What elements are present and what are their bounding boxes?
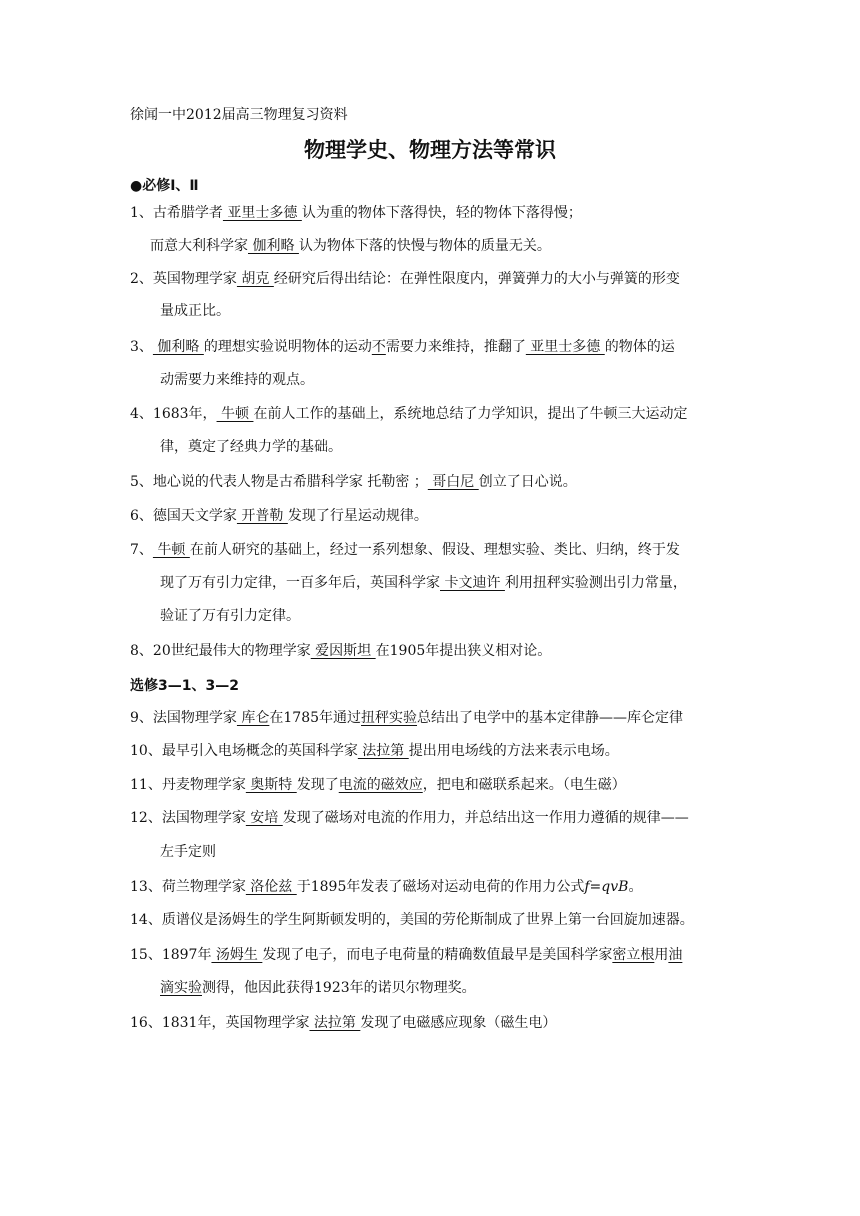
text: 发现了磁场对电流的作用力，并总结出这一作用力遵循的规律—— — [282, 810, 689, 826]
answer: 密立根 — [612, 947, 655, 963]
item-15-cont — [160, 978, 476, 998]
text: 在1785年通过 — [269, 710, 362, 726]
item-15 — [130, 945, 682, 965]
formula: f=qvB — [584, 879, 629, 895]
text: 认为重的物体下落得快，轻的物体下落得慢； — [301, 205, 582, 221]
answer: 库仑 — [236, 710, 270, 726]
text: 8、20世纪最伟大的物理学家 — [130, 643, 311, 659]
text: 在前人研究的基础上，经过一系列想象、假设、理想实验、类比、归纳，终于发 — [189, 542, 680, 558]
text: 11、丹麦物理学家 — [130, 777, 246, 793]
answer: 安培 — [245, 810, 283, 826]
answer: 牛顿 — [216, 406, 254, 422]
text: 15、1897年 — [130, 947, 212, 963]
answer: 洛伦兹 — [245, 879, 297, 895]
text: 9、法国物理学家 — [130, 710, 237, 726]
text: 在1905年提出狭义相对论。 — [375, 643, 552, 659]
answer: 哥白尼 — [427, 474, 479, 490]
text: 13、荷兰物理学家 — [130, 879, 246, 895]
answer: 伽利略 — [248, 238, 299, 254]
text: 总结出了电学中的基本定律静——库仑定律 — [417, 710, 684, 726]
answer: 爱因斯坦 — [310, 643, 376, 659]
answer: 亚里士多德 — [525, 339, 605, 355]
answer: 扭秤实验 — [361, 710, 418, 726]
item-10 — [130, 741, 619, 761]
text: 发现了电磁感应现象（磁生电） — [360, 1015, 557, 1031]
text: 的理想实验说明物体的运动 — [203, 339, 372, 355]
item-1 — [130, 203, 582, 223]
answer: 牛顿 — [152, 542, 190, 558]
answer: 开普勒 — [236, 508, 288, 524]
item-9 — [130, 708, 683, 728]
item-11 — [130, 775, 626, 795]
answer: 法拉第 — [357, 743, 409, 759]
text: 发现了行星运动规律。 — [287, 508, 428, 524]
answer: 胡克 — [236, 271, 274, 287]
document-header: 徐闻一中2012届高三物理复习资料 — [130, 107, 348, 123]
text: 测得，他因此获得1923年的诺贝尔物理奖。 — [202, 980, 476, 996]
item-13 — [130, 877, 642, 897]
text: 7、 — [130, 542, 153, 558]
answer: 伽利略 — [152, 339, 204, 355]
text: 创立了日心说。 — [478, 474, 577, 490]
text: 在前人工作的基础上，系统地总结了力学知识，提出了牛顿三大运动定 — [253, 406, 688, 422]
text: 5、地心说的代表人物是古希腊科学家 托勒密 ； — [130, 474, 428, 490]
answer: 电流的磁效应 — [338, 777, 423, 793]
item-6 — [130, 506, 428, 526]
text: 1、古希腊学者 — [130, 205, 223, 221]
item-12-cont: 左手定则 — [160, 844, 216, 860]
item-16 — [130, 1013, 556, 1033]
item-3 — [130, 337, 675, 357]
item-1-cont — [150, 236, 551, 256]
text: 需要力来维持，推翻了 — [385, 339, 526, 355]
text: 的物体的运 — [604, 339, 675, 355]
text: 而意大利科学家 — [150, 238, 248, 254]
text: 提出用电场线的方法来表示电场。 — [408, 743, 619, 759]
text: 于1895年发表了磁场对运动电荷的作用力公式 — [296, 879, 585, 895]
item-7-cont2: 验证了万有引力定律。 — [160, 608, 300, 624]
text: 认为物体下落的快慢与物体的质量无关。 — [298, 238, 551, 254]
text: 发现了 — [296, 777, 339, 793]
answer: 油 — [668, 947, 683, 963]
text: 3、 — [130, 339, 153, 355]
text: 用 — [654, 947, 669, 963]
item-12 — [130, 808, 689, 828]
item-2 — [130, 269, 680, 289]
text: 16、1831年，英国物理学家 — [130, 1015, 310, 1031]
text: ，把电和磁联系起来。（电生磁） — [422, 777, 626, 793]
text: 12、法国物理学家 — [130, 810, 246, 826]
item-2-cont: 量成正比。 — [160, 303, 230, 319]
item-7-cont — [160, 573, 687, 593]
item-7 — [130, 540, 680, 560]
text: 4、1683年， — [130, 406, 217, 422]
text: 6、德国天文学家 — [130, 508, 237, 524]
answer: 不 — [371, 339, 386, 355]
text: 2、英国物理学家 — [130, 271, 237, 287]
item-14: 14、质谱仪是汤姆生的学生阿斯顿发明的，美国的劳伦斯制成了世界上第一台回旋加速器。 — [130, 912, 694, 928]
text: 利用扭秤实验测出引力常量， — [504, 575, 687, 591]
item-5 — [130, 472, 577, 492]
answer: 法拉第 — [309, 1015, 361, 1031]
item-4-cont: 律，奠定了经典力学的基础。 — [160, 439, 342, 455]
answer: 亚里士多德 — [222, 205, 302, 221]
page-title: 物理学史、物理方法等常识 — [304, 138, 556, 162]
answer: 汤姆生 — [211, 947, 263, 963]
item-3-cont: 动需要力来维持的观点。 — [160, 372, 314, 388]
section-heading-elective: 选修3—1、3—2 — [130, 678, 239, 694]
answer: 滴实验 — [160, 980, 202, 996]
text: 现了万有引力定律，一百多年后，英国科学家 — [160, 575, 440, 591]
text: 发现了电子，而电子电荷量的精确数值最早是美国科学家 — [262, 947, 613, 963]
item-4 — [130, 404, 687, 424]
text: 。 — [628, 879, 643, 895]
item-8 — [130, 641, 551, 661]
text: 10、最早引入电场概念的英国科学家 — [130, 743, 358, 759]
text: 经研究后得出结论：在弹性限度内，弹簧弹力的大小与弹簧的形变 — [273, 271, 680, 287]
answer: 卡文迪许 — [440, 575, 505, 591]
answer: 奥斯特 — [245, 777, 297, 793]
section-heading-compulsory: ●必修Ⅰ、Ⅱ — [130, 178, 199, 194]
